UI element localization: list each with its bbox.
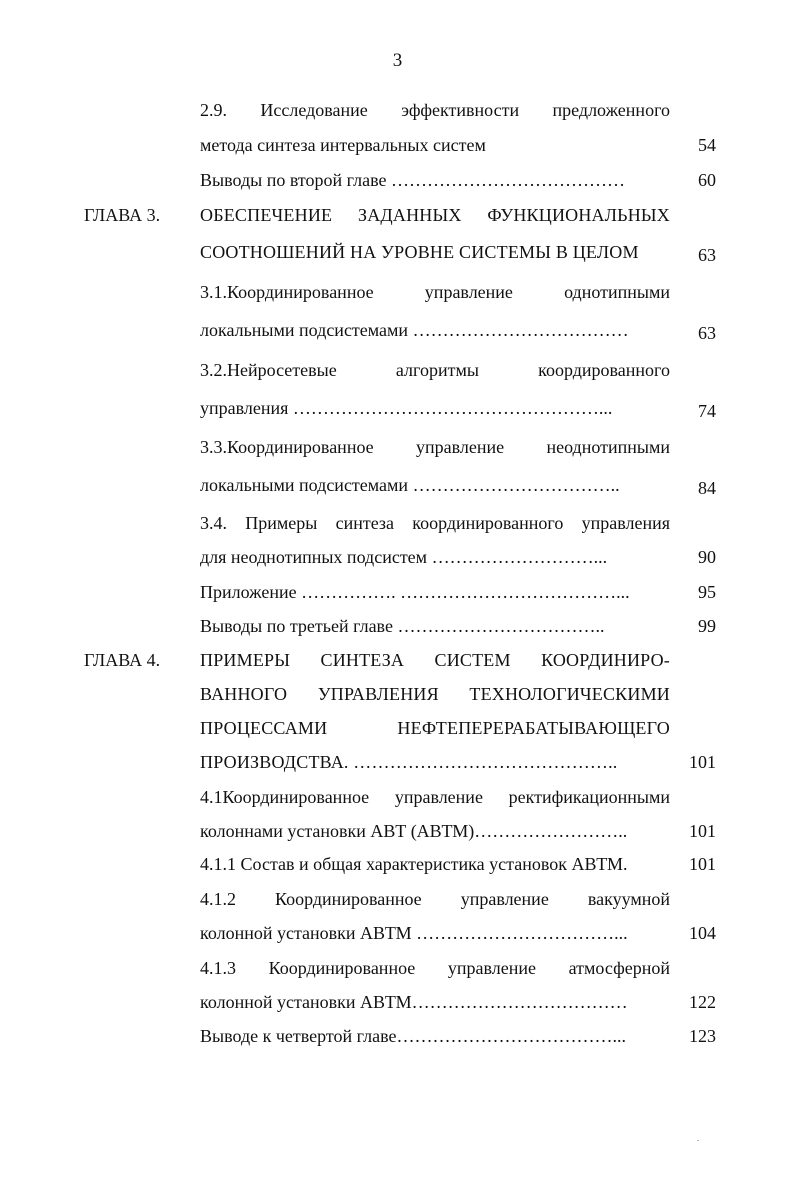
toc-page: 101 [689, 752, 716, 772]
toc-page: 101 [689, 854, 716, 874]
toc-line: 4.1.1 Состав и общая характеристика установок АВТМ. [200, 854, 628, 874]
toc-line: Выводе к четвертой главе………………………………... [200, 1026, 626, 1046]
toc-page: 104 [689, 923, 716, 943]
toc-page: 60 [698, 170, 716, 190]
toc-line: 3.3.Координированное управление неоднотипными [200, 437, 670, 457]
toc-line: 4.1.2 Координированное управление вакуумной [200, 889, 670, 909]
toc-line: 4.1.3 Координированное управление атмосферной [200, 958, 670, 978]
toc-line: Приложение ……………. ………………………………... [200, 582, 630, 602]
toc-line: для неоднотипных подсистем ………………………... [200, 547, 608, 567]
toc-page: 122 [689, 992, 716, 1012]
chapter-title: СООТНОШЕНИЙ НА УРОВНЕ СИСТЕМЫ В ЦЕЛОМ [200, 242, 639, 262]
scan-speck [697, 1140, 699, 1141]
toc-line: колоннами установки АВТ (АВТМ)…………………….. [200, 821, 628, 841]
toc-line: Выводы по второй главе ………………………………… [200, 170, 625, 190]
toc-line: 2.9. Исследование эффективности предложенного [200, 100, 670, 120]
toc-page: 74 [698, 401, 716, 421]
toc-page: 123 [689, 1026, 716, 1046]
chapter-title: ВАННОГО УПРАВЛЕНИЯ ТЕХНОЛОГИЧЕСКИМИ [200, 684, 670, 704]
toc-page: 63 [698, 245, 716, 265]
toc-line: 3.1.Координированное управление однотипными [200, 282, 670, 302]
chapter-title: ПРИМЕРЫ СИНТЕЗА СИСТЕМ КООРДИНИРО- [200, 650, 670, 670]
chapter-label: ГЛАВА 4. [84, 650, 161, 670]
toc-line: 3.2.Нейросетевые алгоритмы коордированного [200, 360, 670, 380]
chapter-title: ПРОИЗВОДСТВА. …………………………………….. [200, 752, 618, 772]
toc-line: колонной установки АВТМ ……………………………... [200, 923, 628, 943]
chapter-title: ОБЕСПЕЧЕНИЕ ЗАДАННЫХ ФУНКЦИОНАЛЬНЫХ [200, 205, 670, 225]
toc-line: управления ……………………………………………... [200, 398, 613, 418]
toc-page: 99 [698, 616, 716, 636]
toc-page: 90 [698, 547, 716, 567]
toc-line: колонной установки АВТМ……………………………… [200, 992, 628, 1012]
chapter-title: ПРОЦЕССАМИ НЕФТЕПЕРЕРАБАТЫВАЮЩЕГО [200, 718, 670, 738]
toc-line: 3.4. Примеры синтеза координированного управления [200, 513, 670, 533]
toc-line: метода синтеза интервальных систем [200, 135, 486, 155]
chapter-label: ГЛАВА 3. [84, 205, 161, 225]
toc-page: 84 [698, 478, 716, 498]
toc-line: локальными подсистемами …………………………….. [200, 475, 620, 495]
toc-page: 101 [689, 821, 716, 841]
page-number: 3 [392, 50, 403, 71]
toc-page: 95 [698, 582, 716, 602]
toc-line: 4.1Координированное управление ректификационными [200, 787, 670, 807]
toc-page: 63 [698, 323, 716, 343]
toc-page: 54 [698, 135, 716, 155]
toc-line: Выводы по третьей главе …………………………….. [200, 616, 605, 636]
toc-line: локальными подсистемами ……………………………… [200, 320, 629, 340]
